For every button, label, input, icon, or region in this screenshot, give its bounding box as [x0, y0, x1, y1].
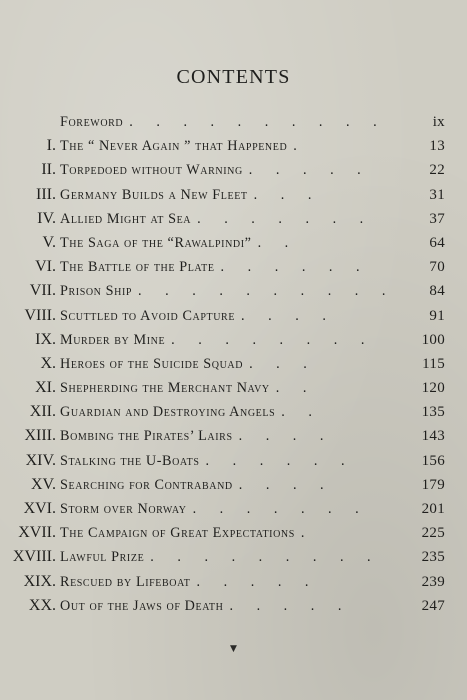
toc-row: [0, 570, 467, 594]
leader-dots: . . . . . . . .: [171, 331, 375, 348]
page-number: 100: [421, 331, 445, 348]
leader-dots: . . . . . . . . . .: [129, 114, 387, 130]
chapter-title-line: [60, 207, 410, 231]
chapter-title-line: [60, 231, 410, 255]
leader-dots: . .: [281, 404, 322, 421]
table-of-contents: [0, 110, 467, 618]
leader-dots: . . . . . . .: [192, 501, 369, 517]
chapter-title: Searching for Contraband: [60, 476, 233, 493]
page-number: 84: [429, 283, 445, 300]
leader-dots: . . . . . . . . .: [150, 549, 381, 566]
toc-row: [0, 231, 467, 255]
leader-dots: . . . . .: [229, 597, 352, 614]
leader-dots: . .: [257, 234, 299, 251]
chapter-title-line: [60, 521, 410, 545]
toc-row: [0, 352, 467, 376]
chapter-number: IV.: [37, 209, 56, 227]
page-number: 13: [429, 138, 445, 155]
toc-row: [0, 376, 467, 400]
chapter-title: Scuttled to Avoid Capture: [60, 307, 236, 324]
leader-dots: . . . . .: [196, 573, 319, 590]
toc-row: [0, 328, 467, 352]
chapter-title-line: [60, 449, 410, 473]
chapter-number: XX.: [28, 596, 56, 614]
page-number: 225: [421, 525, 445, 542]
toc-row: [0, 183, 467, 207]
chapter-number: XV.: [30, 475, 56, 493]
toc-row: [0, 255, 467, 279]
chapter-title-line: [60, 473, 410, 497]
page-number: 135: [421, 404, 445, 421]
toc-row: [0, 449, 467, 473]
chapter-title: The Campaign of Great Expectations: [60, 525, 295, 542]
chapter-title: Allied Might at Sea: [60, 210, 192, 227]
toc-row: [0, 545, 467, 569]
page-number: 179: [421, 476, 445, 493]
chapter-title-line: [60, 110, 410, 134]
chapter-number: III.: [36, 185, 56, 203]
page-number: 31: [429, 186, 445, 203]
leader-dots: . . . .: [241, 307, 336, 324]
chapter-title: Stalking the U-Boats: [60, 452, 200, 469]
page-number: ix: [432, 114, 445, 130]
chapter-title: Out of the Jaws of Death: [60, 597, 224, 614]
chapter-title: The Saga of the “Rawalpindi”: [60, 234, 252, 251]
chapter-number: VII.: [29, 282, 56, 300]
leader-dots: . . . .: [238, 428, 334, 445]
toc-row: [0, 207, 467, 231]
chapter-title-line: [60, 328, 410, 352]
page-title: CONTENTS: [176, 66, 291, 88]
printer-signature-mark: ▼: [230, 644, 237, 654]
chapter-title: Rescued by Lifeboat: [60, 573, 191, 590]
toc-row: [0, 521, 467, 545]
chapter-title-line: [60, 158, 410, 182]
chapter-number: XVII.: [18, 524, 56, 542]
leader-dots: .: [300, 525, 315, 542]
chapter-number: VIII.: [24, 306, 56, 324]
chapter-title-line: [60, 183, 410, 207]
toc-row: [0, 279, 467, 303]
toc-row: [0, 134, 467, 158]
leader-dots: . . . . . . . . . .: [138, 283, 396, 300]
chapter-title-line: [60, 304, 410, 328]
toc-row: [0, 497, 467, 521]
leader-dots: . . .: [249, 355, 317, 372]
page-number: 64: [429, 234, 445, 251]
chapter-title: Heroes of the Suicide Squad: [60, 355, 244, 372]
chapter-number: XII.: [29, 403, 56, 421]
chapter-number: XVIII.: [12, 548, 56, 566]
toc-row: [0, 110, 467, 134]
chapter-title: Prison Ship: [60, 283, 133, 300]
chapter-title: The Battle of the Plate: [60, 259, 215, 276]
page-number: 143: [421, 428, 445, 445]
toc-row: [0, 594, 467, 618]
chapter-title-line: [60, 279, 410, 303]
chapter-number: XIII.: [24, 427, 56, 445]
page-number: 201: [421, 501, 445, 517]
chapter-title-line: [60, 376, 410, 400]
chapter-number: II.: [41, 161, 56, 179]
page-number: 37: [429, 210, 445, 227]
leader-dots: . . . . . . .: [197, 210, 374, 227]
chapter-title-line: [60, 497, 410, 521]
chapter-title: Storm over Norway: [60, 501, 187, 517]
chapter-number: IX.: [35, 330, 56, 348]
chapter-number: V.: [42, 233, 56, 251]
page-number: 120: [421, 380, 445, 397]
chapter-number: I.: [46, 137, 56, 155]
chapter-title-line: [60, 400, 410, 424]
chapter-title-line: [60, 134, 410, 158]
chapter-title: Bombing the Pirates’ Lairs: [60, 428, 233, 445]
chapter-number: XI.: [35, 379, 56, 397]
page-number: 70: [429, 259, 445, 276]
chapter-number: XIX.: [23, 572, 56, 590]
chapter-title: Foreword: [60, 114, 124, 130]
leader-dots: . . . . . .: [205, 452, 355, 469]
chapter-title-line: [60, 570, 410, 594]
chapter-title-line: [60, 594, 410, 618]
leader-dots: . .: [275, 380, 317, 397]
chapter-title: Lawful Prize: [60, 549, 145, 566]
page-number: 247: [421, 597, 445, 614]
chapter-title-line: [60, 255, 410, 279]
chapter-number: XIV.: [25, 451, 56, 469]
chapter-title: Guardian and Destroying Angels: [60, 404, 276, 421]
chapter-title: Murder by Mine: [60, 331, 166, 348]
chapter-number: XVI.: [23, 500, 56, 517]
chapter-title-line: [60, 352, 410, 376]
leader-dots: . . . . .: [248, 162, 371, 179]
page-number: 239: [421, 573, 445, 590]
page-number: 22: [429, 162, 445, 179]
toc-row: [0, 400, 467, 424]
toc-row: [0, 424, 467, 448]
toc-row: [0, 158, 467, 182]
page-number: 235: [421, 549, 445, 566]
chapter-title: Shepherding the Merchant Navy: [60, 380, 270, 397]
page-number: 156: [421, 452, 445, 469]
chapter-title-line: [60, 545, 410, 569]
leader-dots: . . . .: [238, 476, 334, 493]
chapter-title: Germany Builds a New Fleet: [60, 186, 248, 203]
chapter-title-line: [60, 424, 410, 448]
chapter-title: Torpedoed without Warning: [60, 162, 243, 179]
page-number: 115: [422, 355, 445, 372]
leader-dots: . . . . . .: [220, 259, 370, 276]
chapter-title: The “ Never Again ” that Happened: [60, 138, 288, 155]
toc-row: [0, 304, 467, 328]
chapter-number: X.: [40, 354, 56, 372]
leader-dots: . . .: [253, 186, 322, 203]
leader-dots: .: [293, 138, 307, 155]
chapter-number: VI.: [35, 258, 56, 276]
toc-row: [0, 473, 467, 497]
page-number: 91: [429, 307, 445, 324]
